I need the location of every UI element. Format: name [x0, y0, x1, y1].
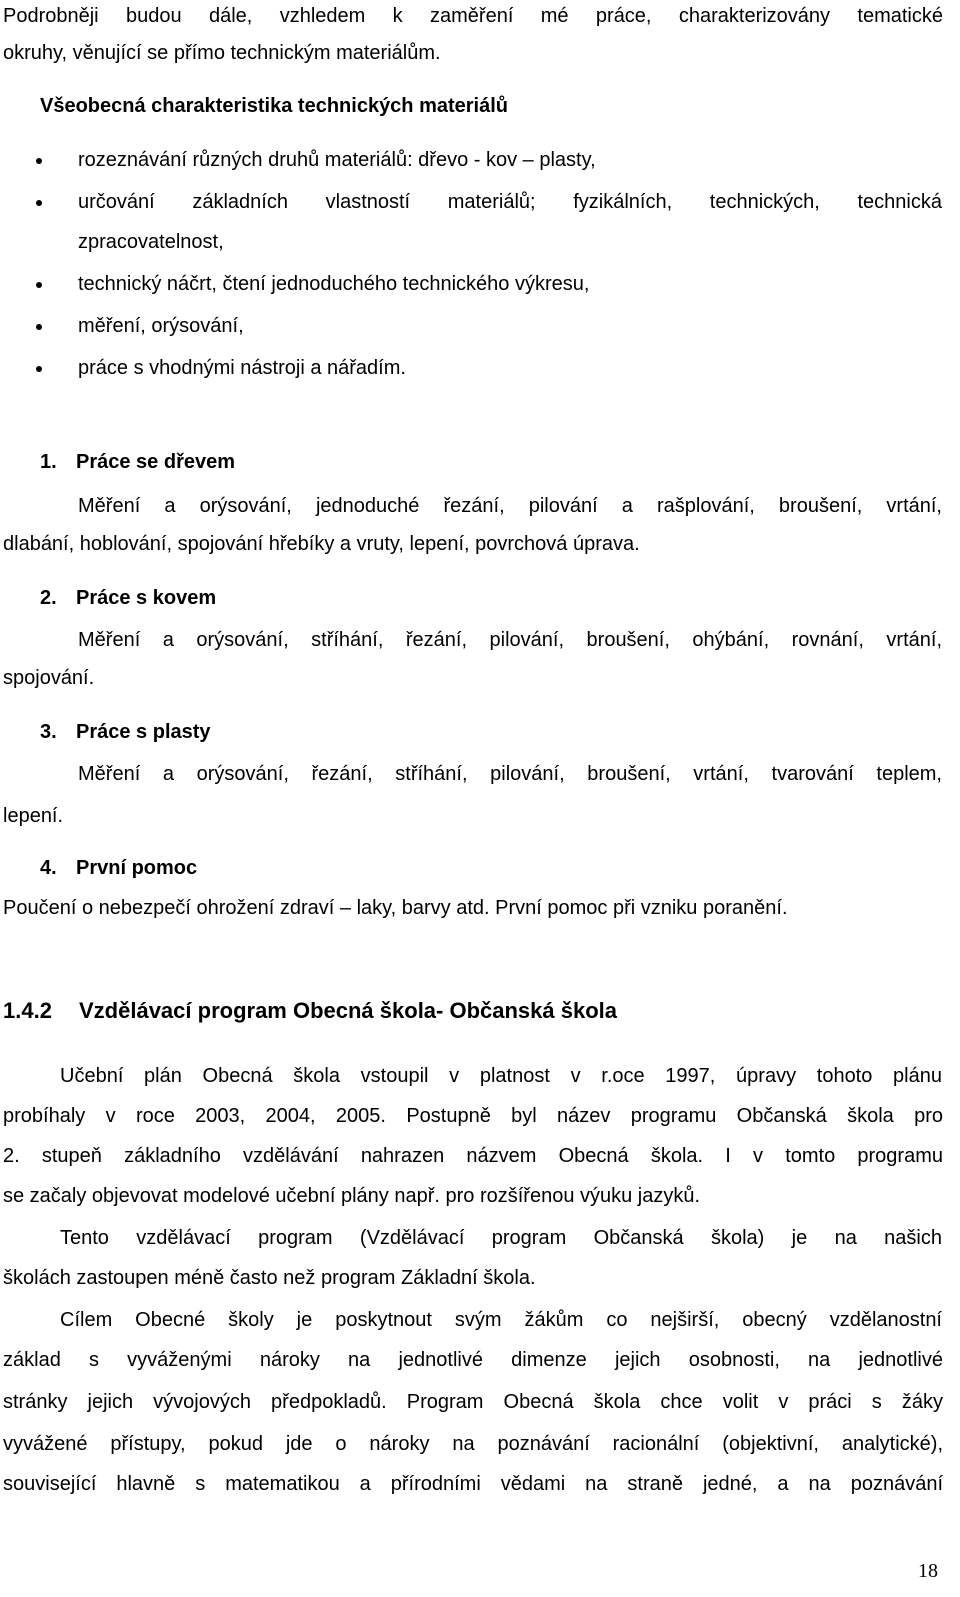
paragraph-3-line-2: základ s vyváženými nároky na jednotlivé dimenze jejich osobnosti, na jednotlivé [3, 1349, 943, 1371]
bullet-item-4: měření, orýsování, [78, 315, 244, 337]
section-3-line-1: Měření a orýsování, řezání, stříhání, pilování, broušení, vrtání, tvarování teplem, [78, 763, 942, 785]
section-2-heading [40, 584, 960, 612]
chapter-number: 1.4.2 [3, 998, 52, 1023]
section-1-title: Práce se dřevem [76, 451, 236, 473]
bullet-icon [36, 282, 42, 288]
section-3-number: 3. [40, 721, 57, 743]
intro-line-1: Podrobněji budou dále, vzhledem k zaměření mé práce, charakterizovány tematické [3, 5, 943, 27]
bullet-icon [36, 324, 42, 330]
bullet-item-2-line-1: určování základních vlastností materiálů; fyzikálních, technických, technická [78, 191, 942, 213]
paragraph-2-line-2: školách zastoupen méně často než program Základní škola. [3, 1267, 536, 1289]
bullet-icon [36, 158, 42, 164]
paragraph-1-line-4: se začaly objevovat modelové učební plány např. pro rozšířenou výuku jazyků. [3, 1185, 701, 1207]
paragraph-1-line-3: 2. stupeň základního vzdělávání nahrazen názvem Obecná škola. I v tomto programu [3, 1145, 943, 1167]
section-2-line-2: spojování. [3, 667, 95, 689]
bullet-item-5: práce s vhodnými nástroji a nářadím. [78, 357, 406, 379]
chapter-heading [3, 996, 617, 1026]
section-4-title: První pomoc [76, 857, 198, 879]
intro-line-2: okruhy, věnující se přímo technickým materiálům. [3, 42, 441, 64]
section-2-number: 2. [40, 587, 57, 609]
section-3-title: Práce s plasty [76, 721, 211, 743]
bullet-item-1: rozeznávání různých druhů materiálů: dřevo - kov – plasty, [78, 149, 596, 171]
section-4-number: 4. [40, 857, 57, 879]
section-2-line-1: Měření a orýsování, stříhání, řezání, pilování, broušení, ohýbání, rovnání, vrtání, [78, 629, 942, 651]
bullet-icon [36, 200, 42, 206]
section-4-line-1: Poučení o nebezpečí ohrožení zdraví – laky, barvy atd. První pomoc při vzniku poranění. [3, 897, 788, 919]
paragraph-3-line-4: vyvážené přístupy, pokud jde o nároky na poznávání racionální (objektivní, analytické), [3, 1433, 943, 1455]
general-heading: Všeobecná charakteristika technických materiálů [40, 95, 509, 117]
paragraph-2-line-1: Tento vzdělávací program (Vzdělávací program Občanská škola) je na našich [60, 1227, 942, 1249]
section-4-heading [40, 854, 960, 882]
paragraph-1-line-1: Učební plán Obecná škola vstoupil v platnost v r.oce 1997, úpravy tohoto plánu [60, 1065, 942, 1087]
paragraph-3-line-5: související hlavně s matematikou a přírodními vědami na straně jedné, a na poznávání [3, 1473, 943, 1495]
bullet-icon [36, 366, 42, 372]
paragraph-1-line-2: probíhaly v roce 2003, 2004, 2005. Postupně byl název programu Občanská škola pro [3, 1105, 943, 1127]
bullet-item-2-line-2: zpracovatelnost, [78, 231, 224, 253]
chapter-title: Vzdělávací program Obecná škola- Občanská škola [79, 998, 618, 1023]
section-1-line-1: Měření a orýsování, jednoduché řezání, pilování a rašplování, broušení, vrtání, [78, 495, 942, 517]
paragraph-3-line-1: Cílem Obecné školy je poskytnout svým žákům co nejširší, obecný vzdělanostní [60, 1309, 942, 1331]
section-1-heading [40, 448, 960, 476]
section-2-title: Práce s kovem [76, 587, 217, 609]
paragraph-3-line-3: stránky jejich vývojových předpokladů. Program Obecná škola chce volit v práci s žáky [3, 1391, 943, 1413]
section-3-line-2: lepení. [3, 805, 64, 827]
page-number: 18 [918, 1560, 938, 1582]
section-3-heading [40, 718, 960, 746]
section-1-number: 1. [40, 451, 57, 473]
section-1-line-2: dlabání, hoblování, spojování hřebíky a vruty, lepení, povrchová úprava. [3, 533, 640, 555]
bullet-item-3: technický náčrt, čtení jednoduchého technického výkresu, [78, 273, 590, 295]
